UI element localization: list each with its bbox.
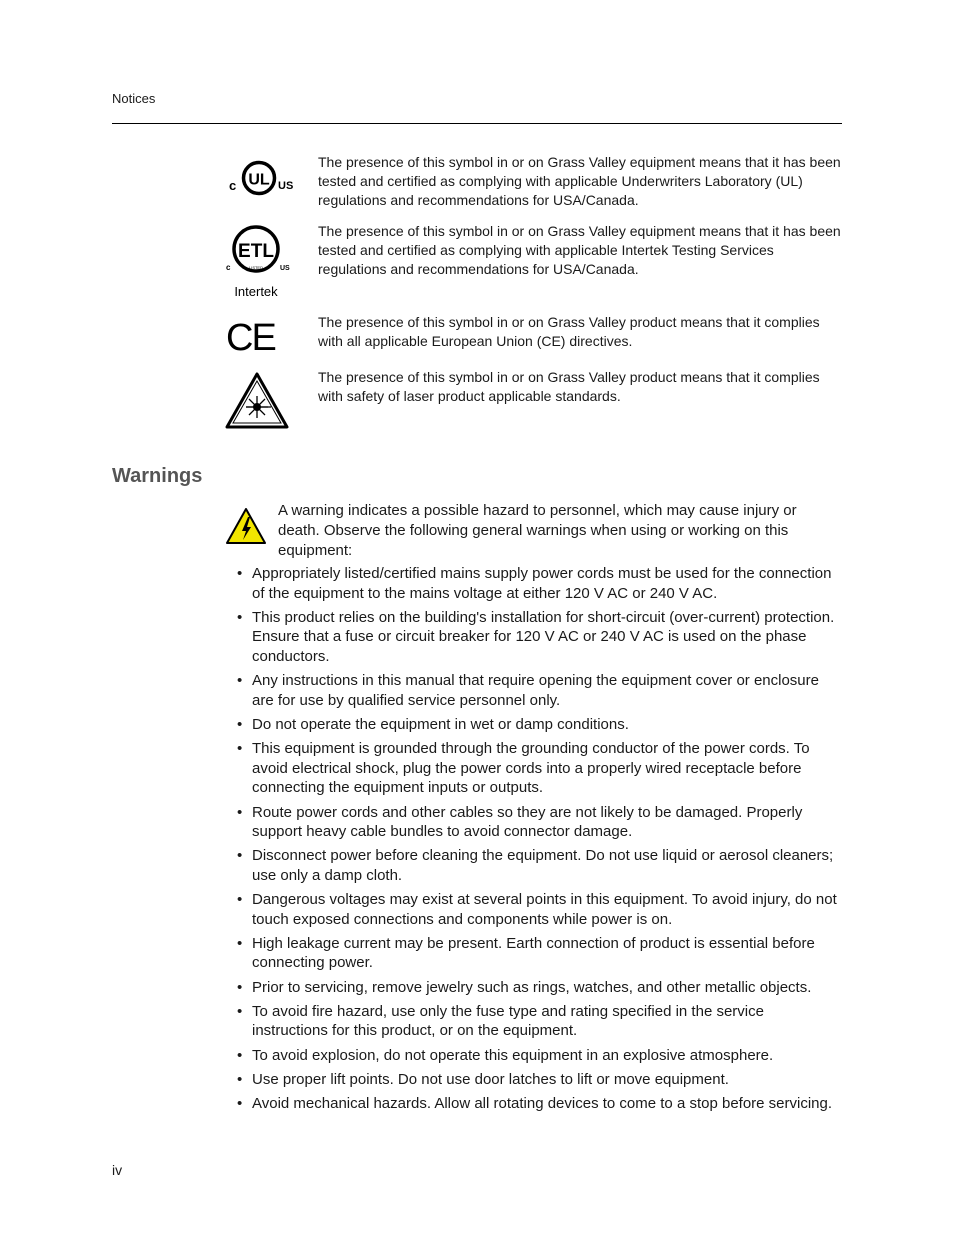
bullet: • [237, 1070, 243, 1088]
warning-text: Disconnect power before cleaning the equipment. Do not use liquid or aerosol cleaners; use only a damp cloth. [252, 847, 834, 884]
list-item [237, 978, 843, 998]
warning-text: This product relies on the building's installation for short-circuit (over-current) protection. Ensure that a fuse or circuit breaker for 120 V AC or 240 V AC is used on the phase conductors. [252, 608, 835, 665]
ul-certification-text: The presence of this symbol in or on Grass Valley equipment means that it has been tested and certified as complying with applicable Underwriters Laboratory (UL) regulations and recommendations for USA/Canada. [318, 154, 841, 208]
list-item [237, 715, 843, 735]
warning-text: Dangerous voltages may exist at several points in this equipment. To avoid injury, do not touch exposed connections and components while power is on. [252, 891, 837, 928]
list-item [237, 934, 843, 973]
warning-text: Route power cords and other cables so they are not likely to be damaged. Properly support heavy cable bundles to avoid connector damage. [252, 803, 803, 841]
bullet: • [237, 715, 243, 733]
warning-text: Avoid mechanical hazards. Allow all rotating devices to come to a stop before servicing. [252, 1094, 833, 1112]
electrical-hazard-icon [225, 507, 267, 545]
svg-text:US: US [280, 265, 290, 272]
svg-text:LISTED: LISTED [248, 265, 264, 270]
bullet: • [237, 740, 243, 758]
page-number: iv [112, 1162, 123, 1178]
svg-text:c: c [229, 178, 237, 193]
warning-text: To avoid fire hazard, use only the fuse type and rating specified in the service instructions for this product, or on the equipment. [252, 1002, 764, 1040]
list-item [237, 564, 843, 603]
bullet: • [237, 803, 243, 821]
list-item [237, 608, 843, 667]
list-item [237, 739, 843, 798]
list-item [237, 671, 843, 710]
bullet: • [237, 565, 243, 582]
ce-certification-text: The presence of this symbol in or on Grass Valley product means that it complies with all applicable European Union (CE) directives. [318, 314, 820, 349]
warning-text: To avoid explosion, do not operate this equipment in an explosive atmosphere. [252, 1046, 774, 1064]
svg-text:Intertek: Intertek [234, 284, 278, 299]
svg-text:US: US [278, 180, 294, 192]
list-item [237, 846, 843, 885]
svg-text:CE: CE [226, 317, 275, 356]
bullet: • [237, 934, 243, 952]
header-divider [112, 123, 842, 124]
warnings-intro: A warning indicates a possible hazard to personnel, which may cause injury or death. Observe the following general warnings when using or working on this equipment: [278, 502, 797, 559]
bullet: • [237, 1046, 243, 1064]
warning-text: Appropriately listed/certified mains supply power cords must be used for the connection of the equipment to the mains voltage at either 120 V AC or 240 V AC. [252, 565, 832, 602]
ce-mark-icon [226, 316, 276, 356]
bullet: • [237, 891, 243, 909]
ul-certification-icon [224, 158, 294, 198]
running-header: Notices [112, 91, 156, 106]
svg-text:c: c [226, 263, 231, 272]
etl-certification-text: The presence of this symbol in or on Grass Valley equipment means that it has been tested and certified as complying with applicable Intertek Testing Services regulations and recommendations for USA/Canada. [318, 223, 841, 277]
list-item [237, 803, 843, 842]
bullet: • [237, 1002, 243, 1020]
warning-text: Prior to servicing, remove jewelry such as rings, watches, and other metallic objects. [252, 978, 812, 996]
warnings-list [237, 564, 843, 1118]
warnings-heading: Warnings [112, 465, 203, 487]
list-item [237, 1094, 843, 1114]
bullet: • [237, 978, 243, 996]
laser-hazard-icon [225, 372, 289, 430]
warning-text: Do not operate the equipment in wet or damp conditions. [252, 715, 629, 733]
bullet: • [237, 608, 243, 626]
svg-text:ETL: ETL [238, 241, 274, 262]
laser-certification-text: The presence of this symbol in or on Grass Valley product means that it complies with safety of laser product applicable standards. [318, 369, 820, 404]
warning-text: Any instructions in this manual that require opening the equipment cover or enclosure are for use by qualified service personnel only. [252, 672, 819, 709]
bullet: • [237, 1094, 243, 1112]
warning-text: This equipment is grounded through the grounding conductor of the power cords. To avoid electrical shock, plug the power cords into a properly wired receptacle before connecting the equipment inputs or outputs. [252, 740, 810, 797]
bullet: • [237, 672, 243, 690]
warning-text: High leakage current may be present. Earth connection of product is essential before connecting power. [252, 934, 815, 972]
list-item [237, 1070, 843, 1090]
list-item [237, 890, 843, 929]
svg-text:UL: UL [248, 171, 270, 189]
list-item [237, 1046, 843, 1066]
etl-intertek-certification-icon [224, 225, 294, 300]
warning-text: Use proper lift points. Do not use door latches to lift or move equipment. [252, 1070, 729, 1088]
bullet: • [237, 847, 243, 865]
list-item [237, 1002, 843, 1041]
